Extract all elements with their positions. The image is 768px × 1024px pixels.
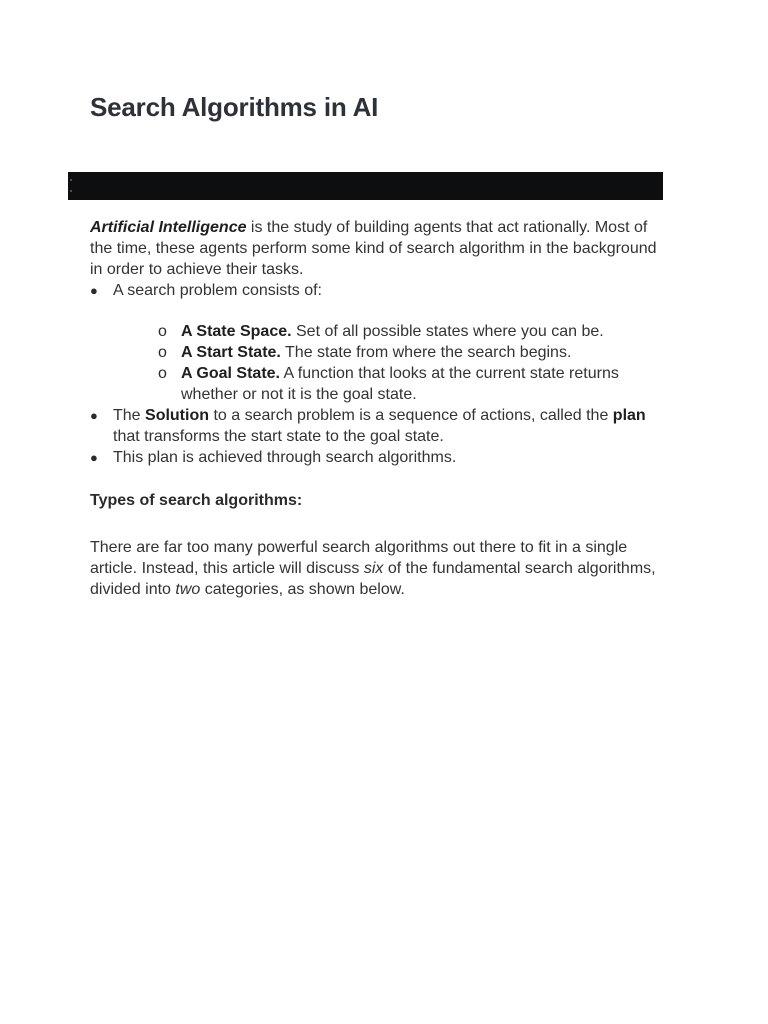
intro-term: Artificial Intelligence [90,219,247,236]
sub-list-item [158,321,658,342]
sub-item-text: A function that looks at the current state returns whether or not it is the goal state. [181,365,619,403]
intro-paragraph [90,217,670,280]
outro-paragraph [90,537,670,600]
bullet-list-top [90,280,670,301]
list-item-text-post: that transforms the start state to the goal state. [113,428,444,445]
list-item [90,447,670,468]
sub-item-text: Set of all possible states where you can be. [291,323,604,340]
sub-bullet-icon: o [158,344,167,361]
bullet-icon: ● [90,408,98,423]
bullet-list-bottom [90,405,670,468]
solution-term: Solution [145,407,209,424]
outro-text: categories, as shown below. [200,581,405,598]
sub-list-item [158,363,658,405]
sub-item-text: The state from where the search begins. [280,344,572,361]
list-item-text-pre: The [113,407,146,424]
sub-item-term: A Start State. [181,344,281,361]
banner-dot [70,179,72,181]
list-item [90,405,670,447]
dark-banner [68,172,663,200]
section-heading: Types of search algorithms: [90,492,303,509]
sub-item-term: A State Space. [181,323,292,340]
sub-bullet-icon: o [158,323,167,340]
bullet-icon: ● [90,283,98,298]
list-item-text: This plan is achieved through search algorithms. [113,449,457,466]
sub-list [158,321,658,405]
sub-list-item [158,342,658,363]
sub-bullet-icon: o [158,365,167,382]
list-item [90,280,670,301]
list-item-text: A search problem consists of: [113,282,322,299]
page-title: Search Algorithms in AI [90,92,379,122]
outro-emphasis: six [363,560,384,577]
intro-text: is the study of building agents that act rationally. Most of the time, these agents perform some kind of search algorithm in the background in order to achieve their tasks. [90,219,657,278]
outro-emphasis: two [175,581,201,598]
outro-text: of the fundamental search algorithms, divided into [90,560,656,598]
list-item-text-mid: to a search problem is a sequence of actions, called the [209,407,613,424]
banner-dot [70,190,72,192]
sub-item-term: A Goal State. [181,365,280,382]
plan-term: plan [612,407,646,424]
bullet-icon: ● [90,450,98,465]
outro-text: There are far too many powerful search algorithms out there to fit in a single article. Instead, this article will discuss [90,539,628,577]
